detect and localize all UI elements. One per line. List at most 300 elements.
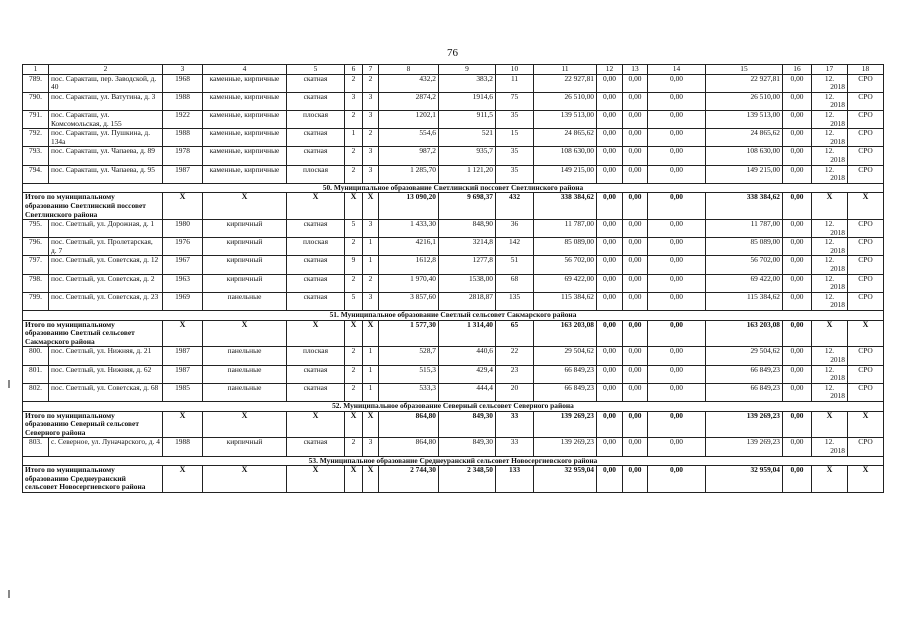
floors-cell: 9 <box>345 256 363 274</box>
cost-regional-cell: 0,00 <box>623 92 648 110</box>
total-x-cell: X <box>812 466 848 493</box>
address-cell: пос. Светлый, ул. Нижняя, д. 62 <box>49 365 163 383</box>
living-area-cell: 440,6 <box>439 347 496 365</box>
living-area-cell: 848,90 <box>439 220 496 238</box>
build-year-cell: 1985 <box>163 383 203 401</box>
column-number-cell: 9 <box>439 65 496 75</box>
deadline-year: 2018 <box>830 300 845 310</box>
living-area-cell: 521 <box>439 129 496 147</box>
column-number-cell: 1 <box>23 65 49 75</box>
address-cell: пос. Саракташ, пер. Заводской, д. 40 <box>49 74 163 92</box>
total-x-cell: X <box>163 193 203 220</box>
total-area-cell: 1 970,40 <box>379 274 439 292</box>
total-x-cell: X <box>163 466 203 493</box>
cost-federal-cell: 0,00 <box>597 238 623 256</box>
total-x-cell: X <box>363 193 379 220</box>
total-living-area-cell: 849,30 <box>439 411 496 438</box>
deadline-month: 12. <box>824 219 835 229</box>
column-number-cell: 18 <box>848 65 884 75</box>
residents-cell: 35 <box>496 147 534 165</box>
total-area-cell: 528,7 <box>379 347 439 365</box>
cost-total-cell: 139 513,00 <box>534 110 597 128</box>
cost-other-cell: 0,00 <box>783 238 812 256</box>
total-cost-owners-cell: 163 203,08 <box>706 320 783 347</box>
address-cell: пос. Светлый, ул. Советская, д. 2 <box>49 274 163 292</box>
cost-total-cell: 66 849,23 <box>534 383 597 401</box>
build-year-cell: 1987 <box>163 365 203 383</box>
total-total-area-cell: 864,80 <box>379 411 439 438</box>
cost-total-cell: 85 089,00 <box>534 238 597 256</box>
cost-total-cell: 24 865,62 <box>534 129 597 147</box>
row-number-cell: 789. <box>23 74 49 92</box>
total-cost-local-cell: 0,00 <box>648 320 706 347</box>
address-cell: пос. Светлый, ул. Советская, д. 68 <box>49 383 163 401</box>
total-cost-regional-cell: 0,00 <box>623 193 648 220</box>
column-number-cell: 12 <box>597 65 623 75</box>
total-x-cell: X <box>163 411 203 438</box>
residents-cell: 15 <box>496 129 534 147</box>
cost-local-cell: 0,00 <box>648 238 706 256</box>
living-area-cell: 383,2 <box>439 74 496 92</box>
build-year-cell: 1988 <box>163 438 203 456</box>
cost-other-cell: 0,00 <box>783 147 812 165</box>
total-living-area-cell: 9 698,37 <box>439 193 496 220</box>
cost-regional-cell: 0,00 <box>623 365 648 383</box>
deadline-year: 2018 <box>830 227 845 237</box>
total-x-cell: X <box>203 320 287 347</box>
deadline-cell <box>812 238 848 256</box>
total-cost-local-cell: 0,00 <box>648 411 706 438</box>
cost-other-cell: 0,00 <box>783 256 812 274</box>
roof-type-cell: скатная <box>287 292 345 310</box>
total-cost-owners-cell: 32 959,04 <box>706 466 783 493</box>
total-total-area-cell: 2 744,30 <box>379 466 439 493</box>
deadline-cell <box>812 165 848 183</box>
address-cell: пос. Саракташ, ул. Чапаева, д. 89 <box>49 147 163 165</box>
cost-federal-cell: 0,00 <box>597 129 623 147</box>
row-number-cell: 797. <box>23 256 49 274</box>
entrances-cell: 2 <box>363 274 379 292</box>
living-area-cell: 3214,8 <box>439 238 496 256</box>
table-row <box>23 383 884 401</box>
wall-material-cell: каменные, кирпичные <box>203 129 287 147</box>
deadline-year: 2018 <box>830 154 845 164</box>
address-cell: пос. Светлый, ул. Пролетарская, д. 7 <box>49 238 163 256</box>
entrances-cell: 3 <box>363 147 379 165</box>
table-row <box>23 238 884 256</box>
wall-material-cell: кирпичный <box>203 220 287 238</box>
deadline-month: 12. <box>824 92 835 101</box>
method-cell: СРО <box>848 110 884 128</box>
total-total-area-cell: 1 577,30 <box>379 320 439 347</box>
cost-local-cell: 0,00 <box>648 92 706 110</box>
roof-type-cell: скатная <box>287 147 345 165</box>
total-cost-regional-cell: 0,00 <box>623 466 648 493</box>
build-year-cell: 1967 <box>163 256 203 274</box>
residents-cell: 33 <box>496 438 534 456</box>
residents-cell: 68 <box>496 274 534 292</box>
build-year-cell: 1968 <box>163 74 203 92</box>
wall-material-cell: каменные, кирпичные <box>203 165 287 183</box>
total-x-cell: X <box>812 411 848 438</box>
cost-regional-cell: 0,00 <box>623 383 648 401</box>
method-cell: СРО <box>848 147 884 165</box>
residents-cell: 20 <box>496 383 534 401</box>
roof-type-cell: скатная <box>287 74 345 92</box>
entrances-cell: 3 <box>363 165 379 183</box>
total-living-area-cell: 2 348,50 <box>439 466 496 493</box>
section-heading-row <box>23 401 884 411</box>
floors-cell: 2 <box>345 383 363 401</box>
deadline-cell <box>812 92 848 110</box>
deadline-year: 2018 <box>830 264 845 274</box>
deadline-month: 12. <box>824 128 835 138</box>
living-area-cell: 1 121,20 <box>439 165 496 183</box>
roof-type-cell: плоская <box>287 347 345 365</box>
deadline-cell <box>812 220 848 238</box>
build-year-cell: 1963 <box>163 274 203 292</box>
column-number-cell: 2 <box>49 65 163 75</box>
table-row <box>23 365 884 383</box>
wall-material-cell: кирпичный <box>203 256 287 274</box>
cost-local-cell: 0,00 <box>648 256 706 274</box>
deadline-month: 12. <box>824 383 835 392</box>
roof-type-cell: скатная <box>287 256 345 274</box>
residents-cell: 11 <box>496 74 534 92</box>
cost-total-cell: 115 384,62 <box>534 292 597 310</box>
row-number-cell: 794. <box>23 165 49 183</box>
total-x-cell: X <box>345 411 363 438</box>
deadline-month: 12. <box>824 255 835 265</box>
column-number-cell: 15 <box>706 65 783 75</box>
floors-cell: 2 <box>345 165 363 183</box>
cost-owners-cell: 22 927,81 <box>706 74 783 92</box>
total-cost-federal-cell: 0,00 <box>597 466 623 493</box>
entrances-cell: 2 <box>363 74 379 92</box>
residents-cell: 22 <box>496 347 534 365</box>
deadline-month: 12. <box>824 292 835 301</box>
build-year-cell: 1988 <box>163 129 203 147</box>
cost-other-cell: 0,00 <box>783 92 812 110</box>
living-area-cell: 1538,00 <box>439 274 496 292</box>
cost-other-cell: 0,00 <box>783 220 812 238</box>
living-area-cell: 444,4 <box>439 383 496 401</box>
total-x-cell: X <box>287 466 345 493</box>
housing-registry-table <box>22 64 884 493</box>
residents-cell: 23 <box>496 365 534 383</box>
entrances-cell: 3 <box>363 110 379 128</box>
total-living-area-cell: 1 314,40 <box>439 320 496 347</box>
total-residents-cell: 133 <box>496 466 534 493</box>
wall-material-cell: кирпичный <box>203 274 287 292</box>
cost-local-cell: 0,00 <box>648 74 706 92</box>
roof-type-cell: скатная <box>287 383 345 401</box>
deadline-year: 2018 <box>830 391 845 401</box>
address-cell: пос. Саракташ, ул. Ватутина, д. 3 <box>49 92 163 110</box>
cost-federal-cell: 0,00 <box>597 147 623 165</box>
floors-cell: 2 <box>345 365 363 383</box>
column-number-cell: 13 <box>623 65 648 75</box>
total-x-cell: X <box>345 193 363 220</box>
entrances-cell: 3 <box>363 292 379 310</box>
cost-local-cell: 0,00 <box>648 129 706 147</box>
table-row <box>23 129 884 147</box>
floors-cell: 2 <box>345 74 363 92</box>
total-area-cell: 533,3 <box>379 383 439 401</box>
table-row <box>23 274 884 292</box>
total-x-cell: X <box>363 320 379 347</box>
wall-material-cell: кирпичный <box>203 238 287 256</box>
cost-local-cell: 0,00 <box>648 365 706 383</box>
cost-other-cell: 0,00 <box>783 438 812 456</box>
cost-local-cell: 0,00 <box>648 165 706 183</box>
roof-type-cell: плоская <box>287 238 345 256</box>
total-area-cell: 554,6 <box>379 129 439 147</box>
residents-cell: 35 <box>496 165 534 183</box>
roof-type-cell: скатная <box>287 438 345 456</box>
total-area-cell: 3 857,60 <box>379 292 439 310</box>
total-x-cell: X <box>345 320 363 347</box>
total-residents-cell: 432 <box>496 193 534 220</box>
floors-cell: 5 <box>345 292 363 310</box>
deadline-year: 2018 <box>830 355 845 364</box>
residents-cell: 35 <box>496 110 534 128</box>
total-row <box>23 193 884 220</box>
row-number-cell: 803. <box>23 438 49 456</box>
cost-owners-cell: 139 269,23 <box>706 438 783 456</box>
roof-type-cell: скатная <box>287 129 345 147</box>
section-heading-row <box>23 456 884 466</box>
deadline-month: 12. <box>824 274 835 283</box>
living-area-cell: 849,30 <box>439 438 496 456</box>
cost-owners-cell: 69 422,00 <box>706 274 783 292</box>
method-cell: СРО <box>848 274 884 292</box>
build-year-cell: 1988 <box>163 92 203 110</box>
total-residents-cell: 33 <box>496 411 534 438</box>
cost-local-cell: 0,00 <box>648 110 706 128</box>
total-area-cell: 1612,8 <box>379 256 439 274</box>
deadline-cell <box>812 292 848 310</box>
column-number-cell: 3 <box>163 65 203 75</box>
deadline-month: 12. <box>824 165 835 174</box>
entrances-cell: 2 <box>363 129 379 147</box>
row-number-cell: 792. <box>23 129 49 147</box>
wall-material-cell: каменные, кирпичные <box>203 92 287 110</box>
cost-local-cell: 0,00 <box>648 292 706 310</box>
build-year-cell: 1969 <box>163 292 203 310</box>
cost-other-cell: 0,00 <box>783 165 812 183</box>
deadline-cell <box>812 147 848 165</box>
total-x-cell: X <box>363 466 379 493</box>
cost-regional-cell: 0,00 <box>623 74 648 92</box>
column-number-cell: 17 <box>812 65 848 75</box>
floors-cell: 2 <box>345 438 363 456</box>
cost-total-cell: 11 787,00 <box>534 220 597 238</box>
row-number-cell: 799. <box>23 292 49 310</box>
column-number-cell: 10 <box>496 65 534 75</box>
table-row <box>23 256 884 274</box>
living-area-cell: 429,4 <box>439 365 496 383</box>
total-cost-federal-cell: 0,00 <box>597 193 623 220</box>
living-area-cell: 911,5 <box>439 110 496 128</box>
floors-cell: 2 <box>345 238 363 256</box>
total-total-label-cell: Итого по муниципальному образованию Светлинский поссовет Светлинского района <box>23 193 163 220</box>
residents-cell: 142 <box>496 238 534 256</box>
wall-material-cell: кирпичный <box>203 438 287 456</box>
build-year-cell: 1976 <box>163 238 203 256</box>
total-area-cell: 515,3 <box>379 365 439 383</box>
wall-material-cell: панельные <box>203 347 287 365</box>
total-x-cell: X <box>848 320 884 347</box>
floors-cell: 1 <box>345 129 363 147</box>
cost-regional-cell: 0,00 <box>623 292 648 310</box>
section-heading-row <box>23 311 884 321</box>
cost-federal-cell: 0,00 <box>597 292 623 310</box>
residents-cell: 51 <box>496 256 534 274</box>
deadline-month: 12. <box>824 365 835 374</box>
address-cell: с. Северное, ул. Луначарского, д. 4 <box>49 438 163 456</box>
build-year-cell: 1987 <box>163 165 203 183</box>
deadline-year: 2018 <box>830 373 845 383</box>
deadline-year: 2018 <box>830 118 845 128</box>
cost-regional-cell: 0,00 <box>623 165 648 183</box>
build-year-cell: 1978 <box>163 147 203 165</box>
total-row <box>23 411 884 438</box>
residents-cell: 36 <box>496 220 534 238</box>
total-x-cell: X <box>287 411 345 438</box>
table-row <box>23 220 884 238</box>
cost-owners-cell: 108 630,00 <box>706 147 783 165</box>
margin-mark <box>8 380 10 388</box>
column-number-header <box>23 65 884 75</box>
cost-federal-cell: 0,00 <box>597 74 623 92</box>
cost-federal-cell: 0,00 <box>597 110 623 128</box>
margin-mark <box>8 590 10 598</box>
address-cell: пос. Саракташ, ул. Пушкина, д. 134а <box>49 129 163 147</box>
build-year-cell: 1922 <box>163 110 203 128</box>
deadline-year: 2018 <box>830 173 845 183</box>
method-cell: СРО <box>848 292 884 310</box>
section-heading-row <box>23 183 884 193</box>
total-area-cell: 432,2 <box>379 74 439 92</box>
deadline-year: 2018 <box>830 100 845 110</box>
cost-federal-cell: 0,00 <box>597 256 623 274</box>
method-cell: СРО <box>848 438 884 456</box>
build-year-cell: 1987 <box>163 347 203 365</box>
total-x-cell: X <box>812 193 848 220</box>
wall-material-cell: каменные, кирпичные <box>203 110 287 128</box>
row-number-cell: 798. <box>23 274 49 292</box>
cost-owners-cell: 29 504,62 <box>706 347 783 365</box>
method-cell: СРО <box>848 238 884 256</box>
deadline-cell <box>812 129 848 147</box>
cost-federal-cell: 0,00 <box>597 347 623 365</box>
column-number-cell: 11 <box>534 65 597 75</box>
total-x-cell: X <box>363 411 379 438</box>
table-row <box>23 74 884 92</box>
cost-owners-cell: 149 215,00 <box>706 165 783 183</box>
address-cell: пос. Светлый, ул. Советская, д. 23 <box>49 292 163 310</box>
total-cost-local-cell: 0,00 <box>648 193 706 220</box>
table-body <box>23 65 884 493</box>
cost-federal-cell: 0,00 <box>597 92 623 110</box>
cost-other-cell: 0,00 <box>783 74 812 92</box>
cost-regional-cell: 0,00 <box>623 438 648 456</box>
total-area-cell: 1202,1 <box>379 110 439 128</box>
total-cost-total-cell: 163 203,08 <box>534 320 597 347</box>
method-cell: СРО <box>848 74 884 92</box>
row-number-cell: 791. <box>23 110 49 128</box>
roof-type-cell: плоская <box>287 165 345 183</box>
cost-total-cell: 108 630,00 <box>534 147 597 165</box>
floors-cell: 5 <box>345 220 363 238</box>
cost-local-cell: 0,00 <box>648 274 706 292</box>
deadline-cell <box>812 365 848 383</box>
cost-owners-cell: 66 849,23 <box>706 365 783 383</box>
residents-cell: 75 <box>496 92 534 110</box>
cost-regional-cell: 0,00 <box>623 347 648 365</box>
row-number-cell: 790. <box>23 92 49 110</box>
method-cell: СРО <box>848 256 884 274</box>
address-cell: пос. Светлый, ул. Дорожная, д. 1 <box>49 220 163 238</box>
table-row <box>23 165 884 183</box>
cost-owners-cell: 26 510,00 <box>706 92 783 110</box>
living-area-cell: 1277,8 <box>439 256 496 274</box>
total-cost-federal-cell: 0,00 <box>597 411 623 438</box>
column-number-cell: 8 <box>379 65 439 75</box>
floors-cell: 2 <box>345 110 363 128</box>
cost-federal-cell: 0,00 <box>597 438 623 456</box>
cost-regional-cell: 0,00 <box>623 274 648 292</box>
column-number-cell: 6 <box>345 65 363 75</box>
column-number-cell: 14 <box>648 65 706 75</box>
deadline-year: 2018 <box>830 82 845 92</box>
total-cost-total-cell: 338 384,62 <box>534 193 597 220</box>
total-x-cell: X <box>203 411 287 438</box>
method-cell: СРО <box>848 129 884 147</box>
cost-owners-cell: 66 849,23 <box>706 383 783 401</box>
wall-material-cell: панельные <box>203 292 287 310</box>
cost-owners-cell: 85 089,00 <box>706 238 783 256</box>
wall-material-cell: каменные, кирпичные <box>203 147 287 165</box>
method-cell: СРО <box>848 220 884 238</box>
cost-other-cell: 0,00 <box>783 292 812 310</box>
cost-owners-cell: 139 513,00 <box>706 110 783 128</box>
cost-total-cell: 22 927,81 <box>534 74 597 92</box>
total-cost-other-cell: 0,00 <box>783 411 812 438</box>
cost-regional-cell: 0,00 <box>623 110 648 128</box>
total-cost-other-cell: 0,00 <box>783 466 812 493</box>
row-number-cell: 796. <box>23 238 49 256</box>
total-area-cell: 1 433,30 <box>379 220 439 238</box>
cost-owners-cell: 56 702,00 <box>706 256 783 274</box>
column-number-cell: 16 <box>783 65 812 75</box>
cost-federal-cell: 0,00 <box>597 165 623 183</box>
cost-local-cell: 0,00 <box>648 220 706 238</box>
floors-cell: 2 <box>345 147 363 165</box>
table-row <box>23 92 884 110</box>
section-title: 50. Муниципальное образование Светлинский поссовет Светлинского района <box>23 183 884 193</box>
total-x-cell: X <box>345 466 363 493</box>
address-cell: пос. Саракташ, ул. Чапаева, д. 95 <box>49 165 163 183</box>
total-cost-regional-cell: 0,00 <box>623 320 648 347</box>
cost-federal-cell: 0,00 <box>597 274 623 292</box>
total-total-area-cell: 13 090,20 <box>379 193 439 220</box>
section-title: 53. Муниципальное образование Среднеуранский сельсовет Новосергиевского района <box>23 456 884 466</box>
cost-local-cell: 0,00 <box>648 383 706 401</box>
floors-cell: 3 <box>345 92 363 110</box>
total-residents-cell: 65 <box>496 320 534 347</box>
